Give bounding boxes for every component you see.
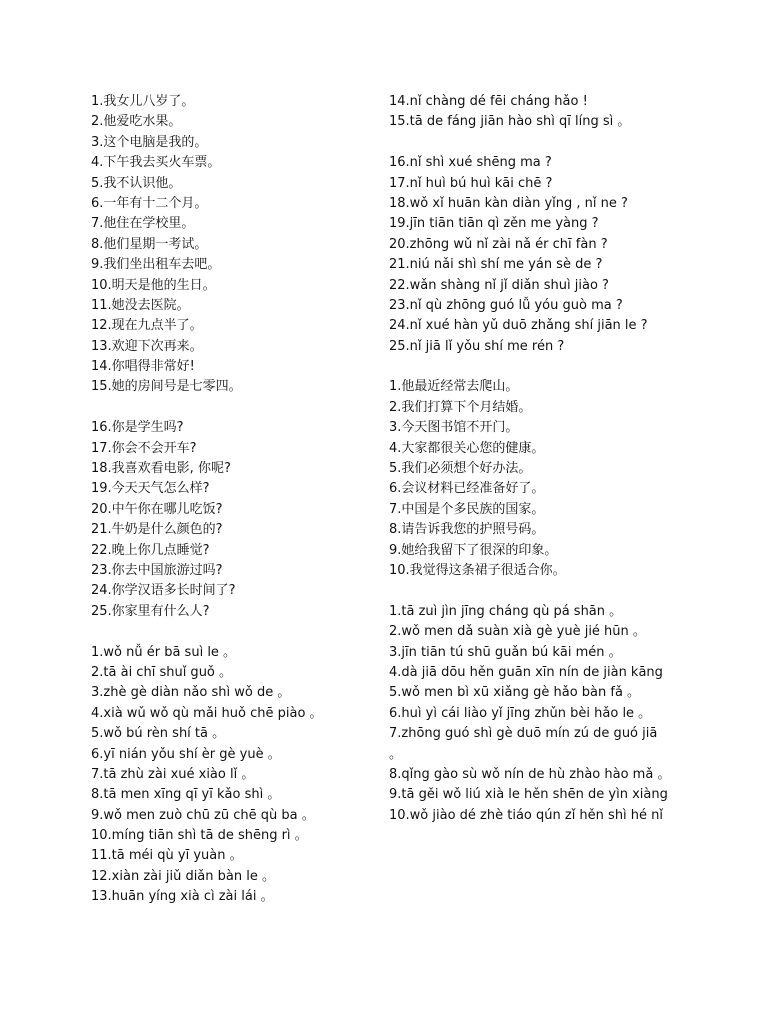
text-line: 21.牛奶是什么颜色的? [91,522,223,538]
text-line: 3.这个电脑是我的。 [91,134,208,150]
spacer [91,398,381,418]
text-line: 20.中午你在哪儿吃饭? [91,501,223,517]
text-line: 23.你去中国旅游过吗? [91,562,223,578]
text-line: 22.晚上你几点睡觉? [91,542,210,558]
text-line: 4.xià wǔ wǒ qù mǎi huǒ chē piào 。 [91,705,323,721]
text-line: 7.中国是个多民族的国家。 [389,501,545,517]
text-line: 19.今天天气怎么样? [91,481,210,497]
text-line: 1.他最近经常去爬山。 [389,379,519,395]
text-line: 7.zhōng guó shì gè duō mín zú de guó jiā [389,726,658,742]
text-line: 6.yī nián yǒu shí èr gè yuè 。 [91,746,281,762]
right-column [389,92,679,826]
pinyin-block-3 [389,602,679,826]
text-line: 2.tā ài chī shuǐ guǒ 。 [91,664,233,680]
pinyin-block-1 [91,643,381,908]
text-line: 。 [389,746,403,762]
text-line: 4.大家都很关心您的健康。 [389,440,545,456]
text-line: 5.wǒ men bì xū xiǎng gè hǎo bàn fǎ 。 [389,685,641,701]
text-line: 11.tā méi qù yī yuàn 。 [91,848,243,864]
spacer [389,581,679,601]
text-line: 22.wǎn shàng nǐ jǐ diǎn shuì jiào ? [389,277,609,293]
text-line: 19.jīn tiān tiān qì zěn me yàng ? [389,216,599,232]
text-line: 6.huì yì cái liào yǐ jīng zhǔn bèi hǎo le 。 [389,705,652,721]
text-line: 3.zhè gè diàn nǎo shì wǒ de 。 [91,685,291,701]
text-line: 17.nǐ huì bú huì kāi chē ? [389,175,553,191]
text-line: 18.wǒ xǐ huān kàn diàn yǐng , nǐ ne ? [389,195,628,211]
text-line: 16.nǐ shì xué shēng ma ? [389,155,552,171]
text-line: 12.现在九点半了。 [91,318,203,334]
text-line: 16.你是学生吗? [91,420,184,436]
text-line: 14.你唱得非常好! [91,359,195,375]
text-line: 25.你家里有什么人? [91,603,210,619]
text-line: 10.我觉得这条裙子很适合你。 [389,562,566,578]
text-line: 7.他住在学校里。 [91,216,195,232]
text-line: 23.nǐ qù zhōng guó lǚ yóu guò ma ? [389,297,623,313]
text-line: 9.我们坐出租车去吧。 [91,257,221,273]
text-line: 2.wǒ men dǎ suàn xià gè yuè jié hūn 。 [389,624,646,640]
text-line: 3.jīn tiān tú shū guǎn bú kāi mén 。 [389,644,622,660]
text-line: 24.nǐ xué hàn yǔ duō zhǎng shí jiān le ? [389,318,648,334]
text-line: 1.我女儿八岁了。 [91,94,195,109]
text-line: 11.她没去医院。 [91,297,190,313]
text-line: 2.我们打算下个月结婚。 [389,399,532,415]
text-line: 1.wǒ nǚ ér bā suì le 。 [91,644,237,660]
text-line: 15.她的房间号是七零四。 [91,379,242,395]
text-line: 3.今天图书馆不开门。 [389,420,519,436]
spacer [91,622,381,642]
hanzi-block-3 [389,377,679,581]
text-line: 25.nǐ jiā lǐ yǒu shí me rén ? [389,338,565,354]
pinyin-block-2 [389,153,679,357]
text-line: 9.wǒ men zuò chū zū chē qù ba 。 [91,807,315,823]
text-line: 5.我不认识他。 [91,175,182,191]
text-line: 12.xiàn zài jiǔ diǎn bàn le 。 [91,868,275,884]
text-line: 6.会议材料已经准备好了。 [389,481,545,497]
text-line: 17.你会不会开车? [91,440,197,456]
text-line: 5.我们必须想个好办法。 [389,461,532,477]
text-line: 8.qǐng gào sù wǒ nín de hù zhào hào mǎ 。 [389,766,671,782]
text-line: 8.请告诉我您的护照号码。 [389,522,545,538]
text-line: 15.tā de fáng jiān hào shì qī líng sì 。 [389,114,631,130]
text-line: 10.明天是他的生日。 [91,277,216,293]
text-line: 8.tā men xīng qī yī kǎo shì 。 [91,787,281,803]
text-line: 5.wǒ bú rèn shí tā 。 [91,726,226,742]
text-line: 8.他们星期一考试。 [91,236,208,252]
text-line: 24.你学汉语多长时间了? [91,583,236,599]
text-line: 21.niú nǎi shì shí me yán sè de ? [389,257,603,273]
text-line: 4.dà jiā dōu hěn guān xīn nín de jiàn kāng [389,664,663,680]
text-line: 7.tā zhù zài xué xiào lǐ 。 [91,766,255,782]
text-line: 9.她给我留下了很深的印象。 [389,542,558,558]
pinyin-block-1-continued [389,92,679,133]
text-line: 10.wǒ jiào dé zhè tiáo qún zǐ hěn shì hé nǐ [389,807,664,823]
left-column [91,92,381,908]
text-line: 13.欢迎下次再来。 [91,338,203,354]
text-line: 9.tā gěi wǒ liú xià le hěn shēn de yìn xiàng [389,787,668,803]
spacer [389,357,679,377]
hanzi-block-2 [91,418,381,622]
text-line: 14.nǐ chàng dé fēi cháng hǎo ! [389,94,588,109]
text-line: 1.tā zuì jìn jīng cháng qù pá shān 。 [389,603,623,619]
text-line: 18.我喜欢看电影, 你呢? [91,461,231,477]
hanzi-block-1 [91,92,381,398]
text-line: 2.他爱吃水果。 [91,114,182,130]
text-line: 13.huān yíng xià cì zài lái 。 [91,889,274,905]
spacer [389,133,679,153]
text-line: 6.一年有十二个月。 [91,195,208,211]
text-line: 20.zhōng wǔ nǐ zài nǎ ér chī fàn ? [389,236,608,252]
text-line: 10.míng tiān shì tā de shēng rì 。 [91,828,308,844]
text-line: 4.下午我去买火车票。 [91,155,221,171]
